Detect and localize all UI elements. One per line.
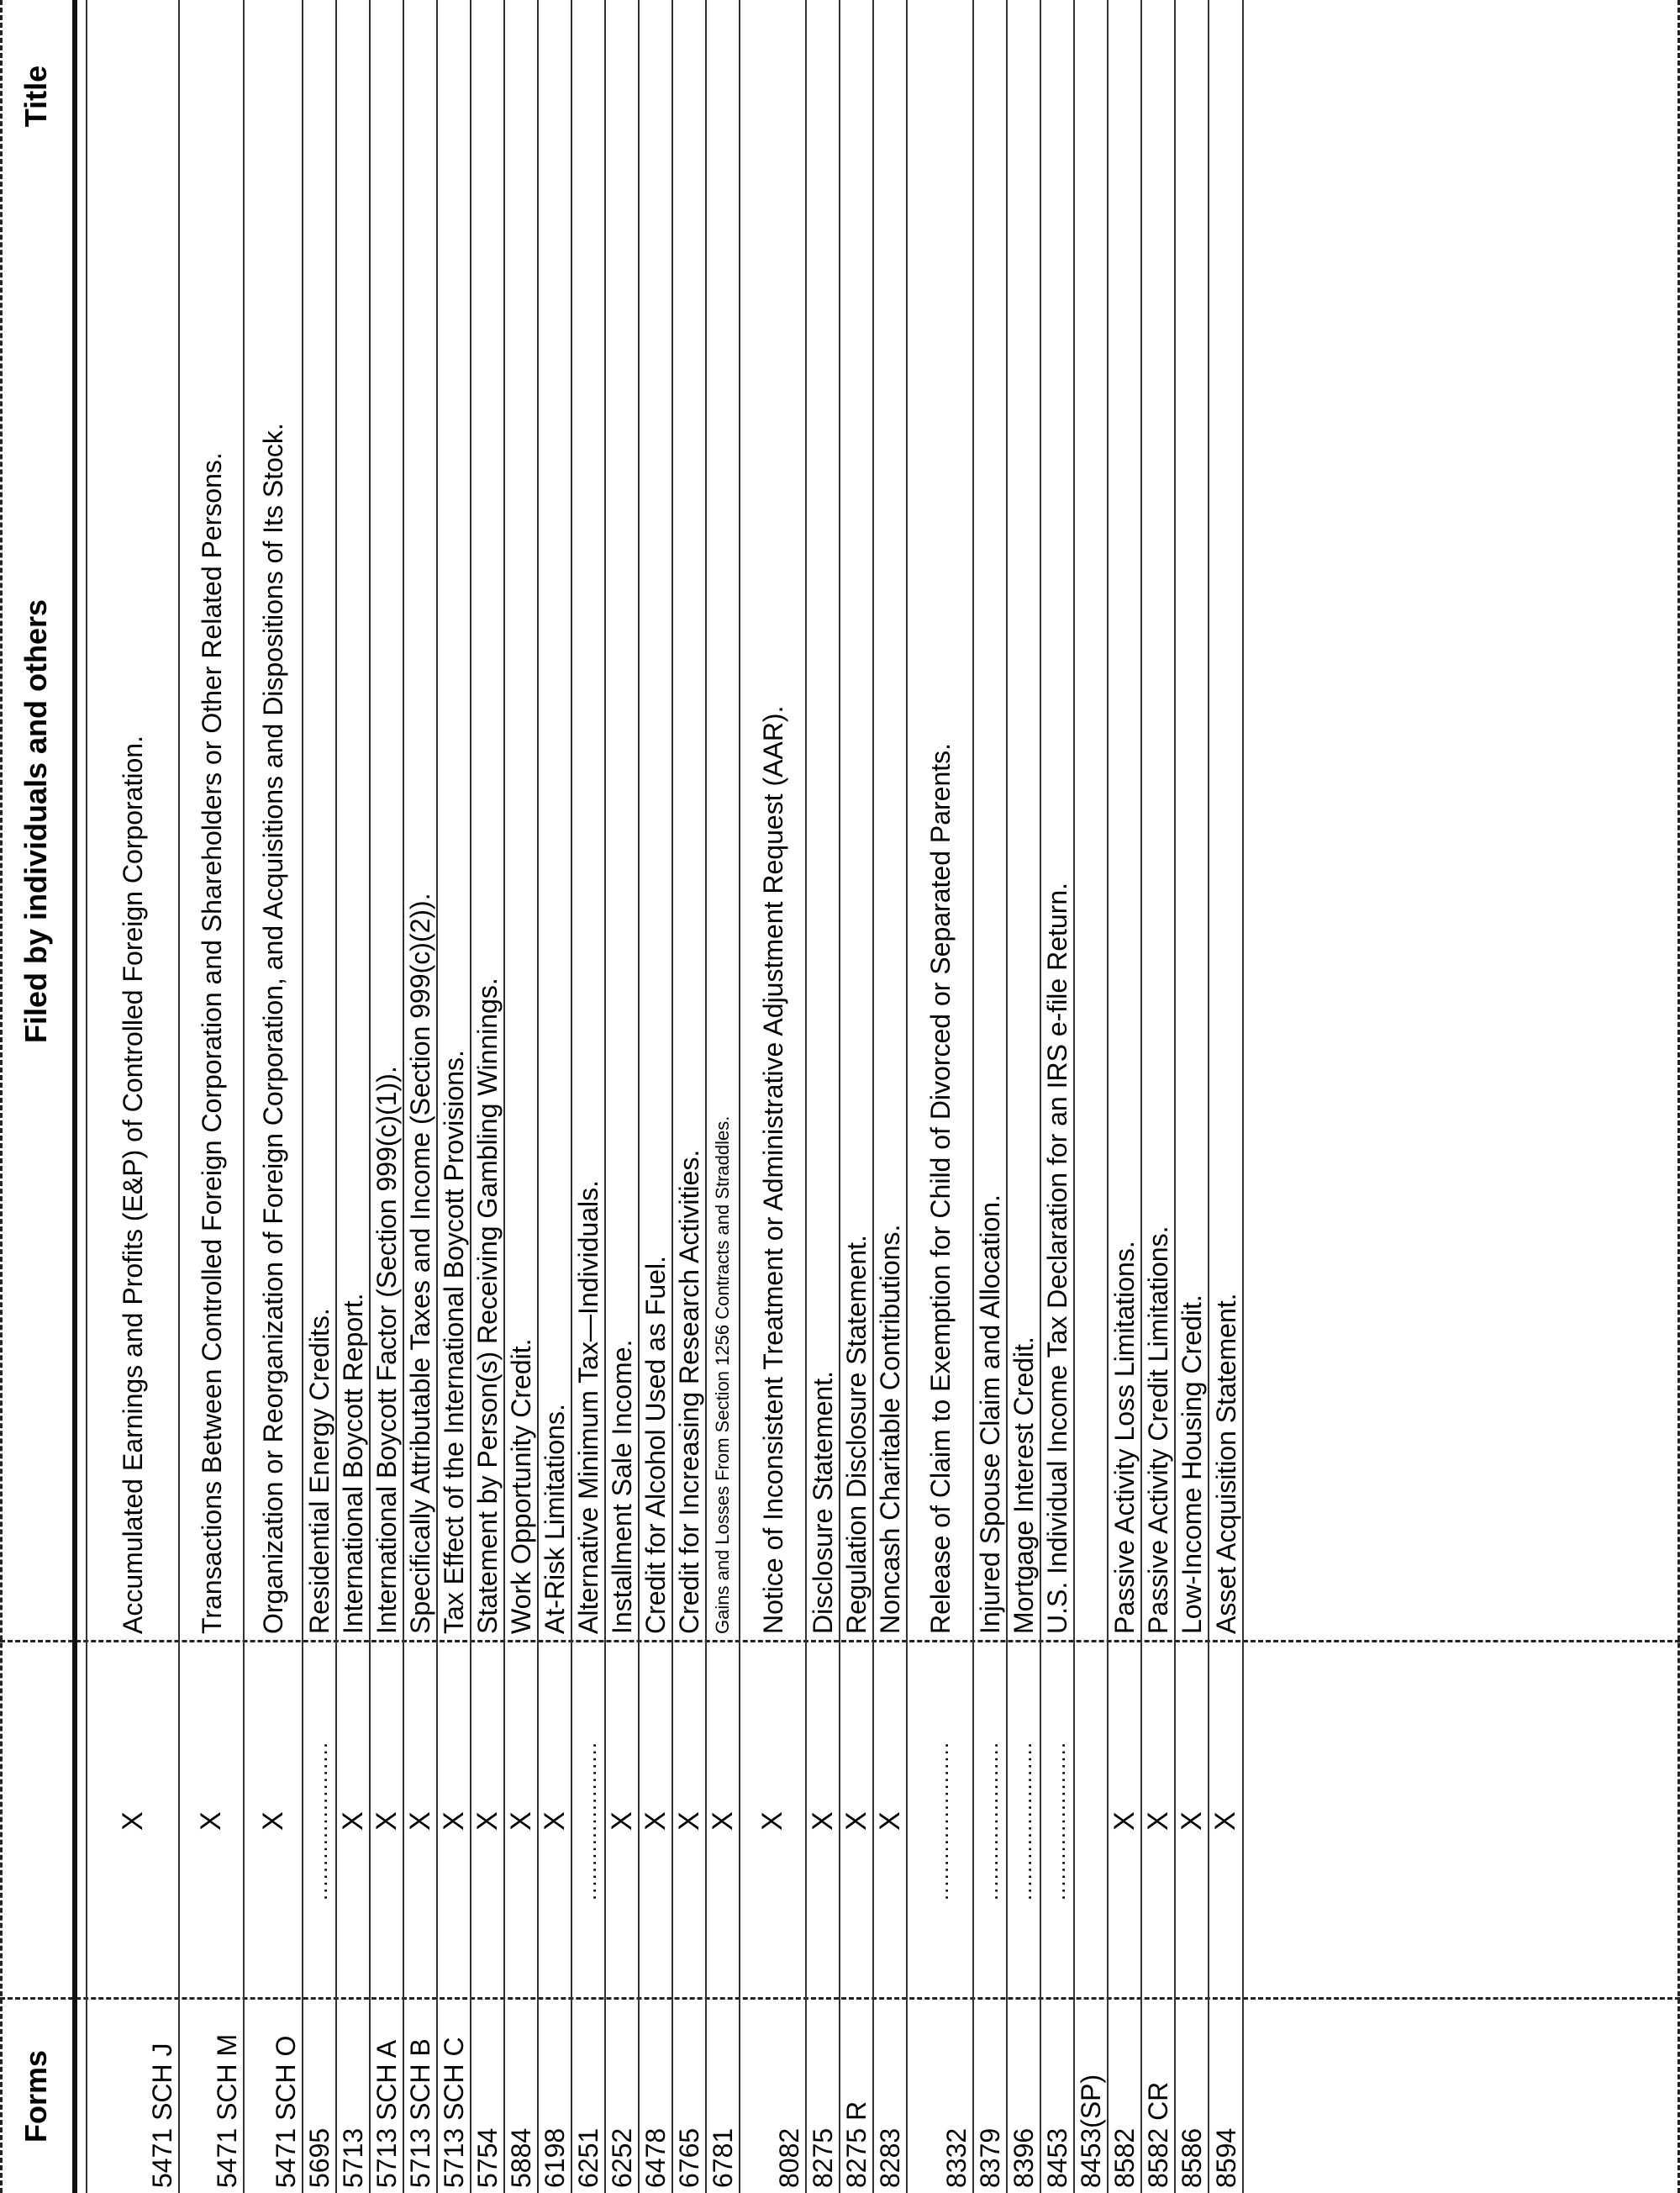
form-title-text: Notice of Inconsistent Treatment or Administrative Adjustment Request (AAR). <box>757 705 788 1634</box>
form-number: 6251 <box>573 2127 603 2188</box>
filed-by-individuals-mark: X <box>1209 1811 1241 1831</box>
form-title <box>245 0 302 1642</box>
form-title-text: Passive Activity Loss Limitations. <box>1109 1241 1140 1634</box>
table-row <box>1075 0 1109 2193</box>
form-number: 6478 <box>640 2127 671 2188</box>
form-number: 6198 <box>540 2127 570 2188</box>
form-title-text: Accumulated Earnings and Profits (E&P) of Controlled Foreign Corporation. <box>118 735 148 1634</box>
form-number: 8594 <box>1211 2127 1241 2188</box>
form-number: 8283 <box>875 2127 905 2188</box>
form-title-text: Alternative Minimum Tax—Individuals. <box>573 1179 603 1634</box>
form-number: 8582 <box>1109 2127 1140 2188</box>
filed-by-individuals-mark: X <box>605 1811 638 1831</box>
table-row <box>874 0 908 2193</box>
form-title <box>640 0 671 1642</box>
form-title <box>539 0 571 1642</box>
filed-by-individuals-mark: X <box>1175 1811 1208 1831</box>
forms-table <box>77 0 1244 2193</box>
form-title <box>505 0 537 1642</box>
table-row <box>1109 0 1142 2193</box>
table-row <box>606 0 640 2193</box>
form-title <box>471 0 503 1642</box>
table-row <box>371 0 404 2193</box>
form-title <box>606 0 638 1642</box>
table-row <box>908 0 974 2193</box>
form-number: 8586 <box>1177 2127 1207 2188</box>
filed-by-individuals-mark: X <box>672 1811 705 1831</box>
filed-by-individuals-mark: X <box>471 1811 503 1831</box>
filed-by-individuals-mark: X <box>256 1811 289 1831</box>
form-title-text: Passive Activity Credit Limitations. <box>1143 1226 1173 1634</box>
form-title <box>1041 0 1073 1642</box>
form-number: 8453 <box>1042 2127 1072 2188</box>
form-title-text: International Boycott Factor (Section 999(c)(1)). <box>371 1066 402 1634</box>
form-title-text: Low-Income Housing Credit. <box>1177 1294 1207 1634</box>
form-title-text: Asset Acquisition Statement. <box>1210 1293 1241 1634</box>
form-title <box>572 0 604 1642</box>
filed-by-individuals-mark: X <box>336 1811 369 1831</box>
filed-by-individuals-mark: ....................... <box>307 1741 332 1901</box>
filed-by-individuals-mark: X <box>437 1811 470 1831</box>
table-row <box>1209 0 1244 2193</box>
filed-by-individuals-mark: ....................... <box>1011 1741 1036 1901</box>
filed-by-individuals-mark: ....................... <box>927 1741 953 1901</box>
filed-by-individuals-mark: X <box>116 1811 149 1831</box>
filed-by-individuals-mark: X <box>639 1811 671 1831</box>
form-title <box>404 0 436 1642</box>
form-title <box>1176 0 1208 1642</box>
form-number: 8332 <box>941 2127 972 2188</box>
form-title <box>1142 0 1174 1642</box>
header-filed: Filed by individuals and others <box>18 598 53 1044</box>
form-number: 6781 <box>708 2127 738 2188</box>
form-title <box>1109 0 1140 1642</box>
form-number: 5884 <box>506 2127 536 2188</box>
form-title-text: Disclosure Statement. <box>808 1370 838 1634</box>
form-number <box>77 2000 86 2193</box>
form-title <box>908 0 972 1642</box>
table-row <box>673 0 707 2193</box>
form-title <box>438 0 470 1642</box>
form-number: 5471 SCH M <box>212 2033 242 2188</box>
filed-by-individuals-mark: ....................... <box>977 1741 1003 1901</box>
table-row <box>840 0 874 2193</box>
table-row <box>1176 0 1209 2193</box>
filed-by-individuals-mark: X <box>504 1811 537 1831</box>
form-number: 5695 <box>304 2127 334 2188</box>
form-title <box>807 0 839 1642</box>
header-forms: Forms <box>18 2049 53 2143</box>
form-number: 8275 R <box>841 2101 872 2188</box>
table-row <box>807 0 840 2193</box>
filed-by-individuals-mark: X <box>1108 1811 1140 1831</box>
form-title-text: At-Risk Limitations. <box>540 1404 570 1634</box>
form-title-text: Transactions Between Controlled Foreign Corporation and Shareholders or Other Related Persons. <box>196 452 227 1634</box>
header-title: Title <box>18 65 53 128</box>
table-row <box>404 0 438 2193</box>
filed-by-individuals-mark: ....................... <box>576 1741 601 1901</box>
table-row <box>572 0 606 2193</box>
form-number: 8582 CR <box>1143 2081 1173 2188</box>
form-title-text: U.S. Individual Income Tax Declaration for an IRS e-file Return. <box>1042 882 1072 1634</box>
filed-by-individuals-mark: X <box>706 1811 739 1831</box>
filed-by-individuals-mark: ....................... <box>1045 1741 1070 1901</box>
filed-by-individuals-mark: X <box>873 1811 906 1831</box>
form-title-text: Credit for Alcohol Used as Fuel. <box>640 1256 671 1634</box>
table-row <box>974 0 1008 2193</box>
table-row <box>438 0 471 2193</box>
form-number: 6765 <box>674 2127 704 2188</box>
table-row <box>471 0 505 2193</box>
form-title-text: Credit for Increasing Research Activities. <box>674 1149 704 1634</box>
form-title-text: Release of Claim to Exemption for Child of Divorced or Separated Parents. <box>924 742 956 1634</box>
form-title-text: Installment Sale Income. <box>607 1339 637 1634</box>
form-number: 8379 <box>975 2127 1005 2188</box>
form-number: 6252 <box>607 2127 637 2188</box>
filed-by-individuals-mark: X <box>1141 1811 1174 1831</box>
form-number: 5713 SCH A <box>371 2039 402 2188</box>
form-title <box>371 0 403 1642</box>
form-title <box>77 0 86 1642</box>
form-title-text: Gains and Losses From Section 1256 Contracts and Straddles. <box>712 1115 733 1634</box>
filed-by-individuals-mark <box>77 1642 86 2000</box>
form-title <box>707 0 739 1642</box>
form-title <box>1008 0 1040 1642</box>
form-title <box>303 0 335 1642</box>
table-row <box>77 0 87 2193</box>
table-row <box>87 0 180 2193</box>
form-title-text: Specifically Attributable Taxes and Income (Section 999(c)(2)). <box>405 893 435 1634</box>
form-number: 5713 <box>338 2127 368 2188</box>
form-number: 5713 SCH B <box>405 2038 435 2188</box>
form-title <box>740 0 805 1642</box>
table-row <box>180 0 245 2193</box>
table-row <box>740 0 807 2193</box>
form-title <box>874 0 906 1642</box>
form-title-text: Statement by Person(s) Receiving Gambling Winnings. <box>472 978 503 1634</box>
form-title <box>1075 0 1107 1642</box>
form-number: 8275 <box>808 2127 838 2188</box>
form-title-text: Injured Spouse Claim and Allocation. <box>975 1194 1005 1634</box>
table-row <box>640 0 673 2193</box>
form-title-text: Tax Effect of the International Boycott Provisions. <box>439 1050 469 1634</box>
form-number: 5471 SCH O <box>271 2035 301 2188</box>
filed-by-individuals-mark: X <box>538 1811 571 1831</box>
filed-by-individuals-mark: X <box>370 1811 403 1831</box>
form-title <box>974 0 1006 1642</box>
filed-by-individuals-mark: X <box>840 1811 872 1831</box>
form-title <box>673 0 705 1642</box>
filed-by-individuals-mark: X <box>756 1811 788 1831</box>
table-row <box>245 0 303 2193</box>
filed-by-individuals-mark: X <box>403 1811 436 1831</box>
form-title-text: Noncash Charitable Contributions. <box>875 1224 905 1634</box>
form-title-text: Mortgage Interest Credit. <box>1009 1336 1039 1634</box>
form-number: 8396 <box>1009 2127 1039 2188</box>
table-row <box>1041 0 1075 2193</box>
form-title <box>87 0 178 1642</box>
table-row <box>505 0 539 2193</box>
form-title-text: International Boycott Report. <box>338 1293 368 1634</box>
form-number: 8453(SP) <box>1076 2074 1106 2188</box>
filed-by-individuals-mark: X <box>806 1811 839 1831</box>
table-row <box>539 0 572 2193</box>
form-title <box>1209 0 1242 1642</box>
form-title-text: Regulation Disclosure Statement. <box>841 1235 872 1634</box>
filed-by-individuals-mark: X <box>195 1811 227 1831</box>
form-title <box>337 0 369 1642</box>
form-number: 5713 SCH C <box>439 2037 469 2188</box>
table-row <box>707 0 740 2193</box>
filed-by-individuals-mark <box>1075 1642 1107 2000</box>
table-row <box>337 0 371 2193</box>
form-title-text: Residential Energy Credits. <box>304 1308 334 1634</box>
form-title-text: Work Opportunity Credit. <box>506 1338 536 1634</box>
form-title <box>180 0 243 1642</box>
form-title-text: Organization or Reorganization of Foreign Corporation, and Acquisitions and Dispositions of Its Stock. <box>258 423 288 1634</box>
form-number: 5471 SCH J <box>147 2043 177 2188</box>
table-row <box>1008 0 1041 2193</box>
table-row <box>303 0 337 2193</box>
form-number: 8082 <box>774 2127 804 2188</box>
table-row <box>1142 0 1176 2193</box>
form-number: 5754 <box>472 2127 503 2188</box>
form-title <box>840 0 872 1642</box>
